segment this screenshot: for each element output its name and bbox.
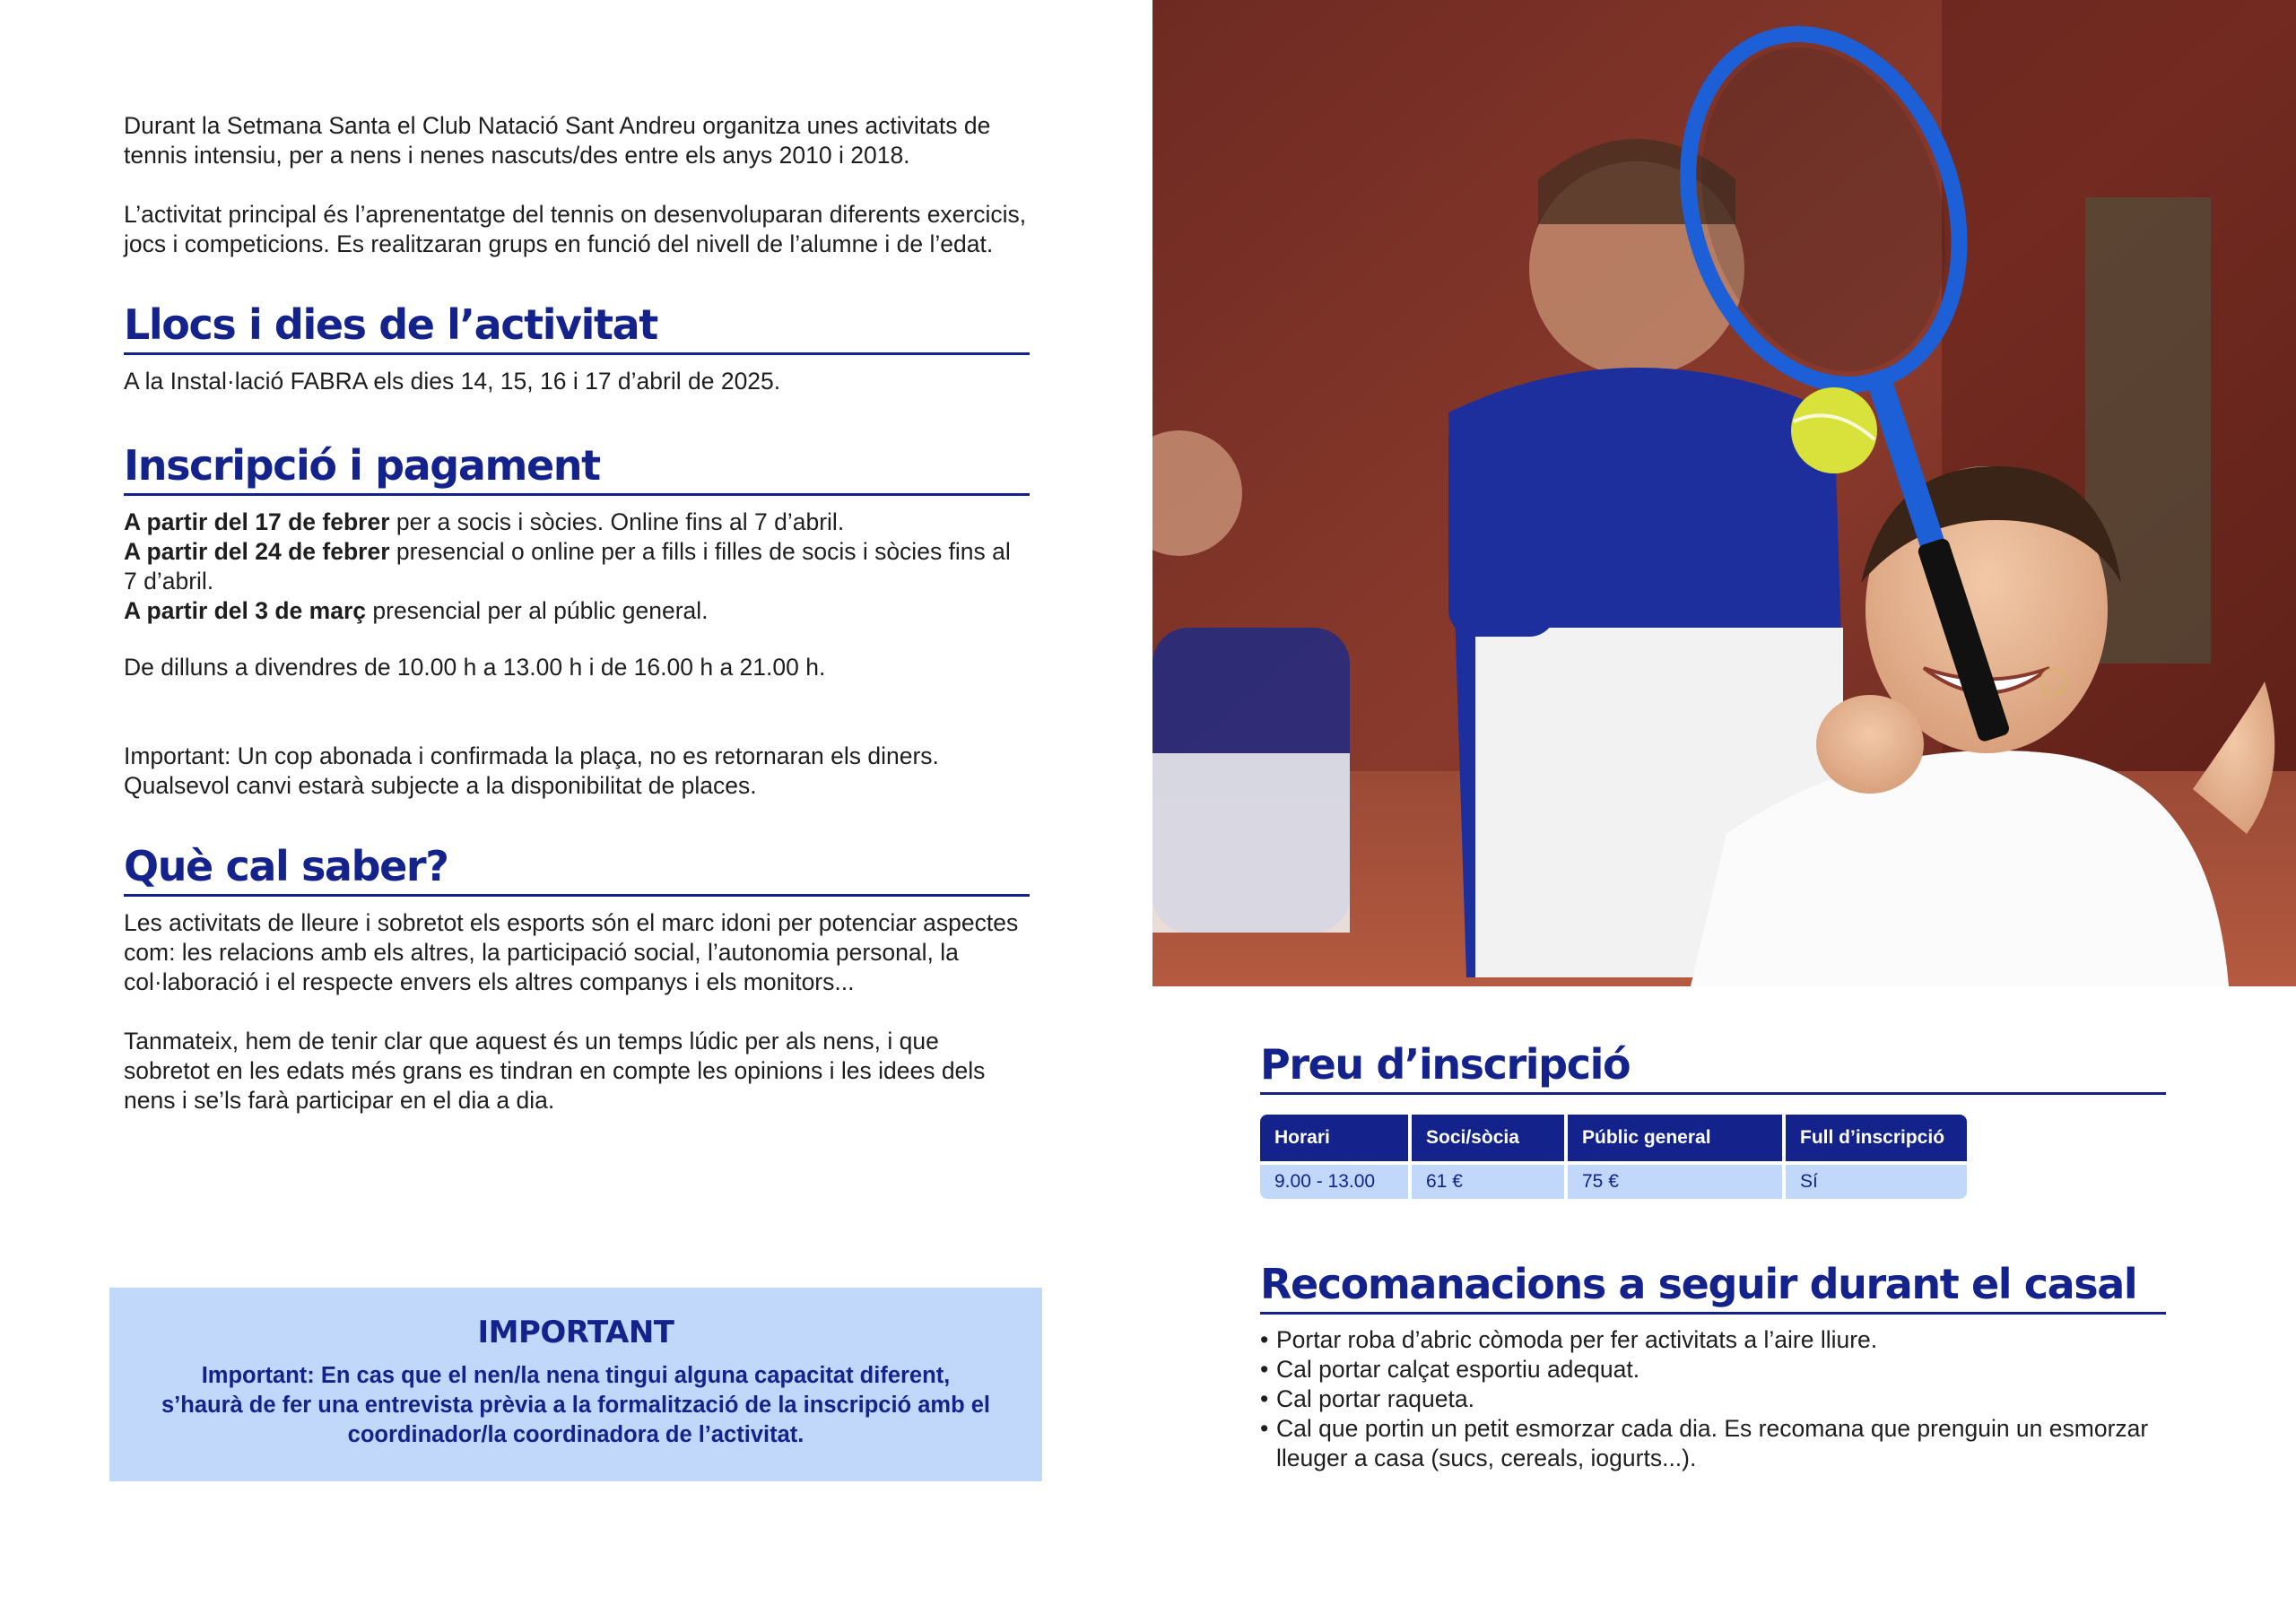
left-column bbox=[124, 111, 1030, 1115]
price-table bbox=[1257, 1115, 1970, 1199]
tennis-photo bbox=[1152, 0, 2296, 986]
refund-note: Important: Un cop abonada i confirmada la plaça, no es retornaran els diners. Qualsevol canvi estarà subjecte a la disponibilitat de places. bbox=[124, 742, 939, 799]
col-public: Públic general bbox=[1568, 1115, 1782, 1161]
cell-horari: 9.00 - 13.00 bbox=[1260, 1161, 1408, 1199]
recommendations-list bbox=[1260, 1325, 2166, 1473]
line-2-rest: presencial o online per a fills i filles de socis i sòcies fins al 7 d’abril. bbox=[124, 538, 1011, 595]
important-callout bbox=[109, 1288, 1042, 1481]
date-bold-1: A partir del 17 de febrer bbox=[124, 508, 390, 535]
cell-full: Sí bbox=[1786, 1161, 1967, 1199]
important-title: IMPORTANT bbox=[477, 1315, 674, 1350]
col-full: Full d’inscripció bbox=[1786, 1115, 1967, 1161]
section-heading-saber: Què cal saber? bbox=[124, 842, 1030, 897]
hours-text: De dilluns a divendres de 10.00 h a 13.00 h i de 16.00 h a 21.00 h. bbox=[124, 654, 826, 681]
date-bold-2: A partir del 24 de febrer bbox=[124, 538, 390, 565]
inscripcio-line-1 bbox=[124, 508, 1030, 537]
list-item: • Portar roba d’abric còmoda per fer activitats a l’aire lliure. bbox=[1260, 1325, 2166, 1355]
intro-paragraph-1: Durant la Setmana Santa el Club Natació Sant Andreu organitza unes activitats de tennis intensiu, per a nens i nenes nascuts/des entre els anys 2010 i 2018. bbox=[124, 112, 991, 169]
list-item: • Cal portar calçat esportiu adequat. bbox=[1260, 1355, 2166, 1384]
saber-paragraph-1: Les activitats de lleure i sobretot els esports són el marc idoni per potenciar aspectes com: les relacions amb els altres, la participació social, l’autonomia personal, la col·laboració i el respecte envers els altres companys i els monitors... bbox=[124, 909, 1019, 995]
table-row bbox=[1260, 1161, 1967, 1199]
price-table-header bbox=[1260, 1115, 1967, 1161]
section-heading-preu: Preu d’inscripció bbox=[1260, 1040, 2166, 1095]
date-bold-3: A partir del 3 de març bbox=[124, 597, 367, 624]
col-horari: Horari bbox=[1260, 1115, 1408, 1161]
section-heading-recs: Recomanacions a seguir durant el casal bbox=[1260, 1260, 2166, 1315]
intro-paragraph-2: L’activitat principal és l’aprenentatge del tennis on desenvoluparan diferents exercicis, jocs i competicions. Es realitzaran grups en funció del nivell de l’alumne i de l’edat. bbox=[124, 201, 1027, 257]
cell-soci: 61 € bbox=[1412, 1161, 1564, 1199]
important-text: Important: En cas que el nen/la nena tingui alguna capacitat diferent, s’haurà de fer una entrevista prèvia a la formalització de la inscripció amb el coordinador/la coordinadora de l’activitat. bbox=[161, 1363, 990, 1447]
inscripcio-line-2 bbox=[124, 537, 1030, 596]
col-soci: Soci/sòcia bbox=[1412, 1115, 1564, 1161]
price-section bbox=[1260, 1040, 2166, 1199]
list-item: • Cal portar raqueta. bbox=[1260, 1384, 2166, 1414]
section-heading-llocs: Llocs i dies de l’activitat bbox=[124, 300, 1030, 355]
recommendations-section bbox=[1260, 1260, 2166, 1473]
llocs-text: A la Instal·lació FABRA els dies 14, 15, 16 i 17 d’abril de 2025. bbox=[124, 368, 781, 395]
cell-public: 75 € bbox=[1568, 1161, 1782, 1199]
list-item: • Cal que portin un petit esmorzar cada dia. Es recomana que prenguin un esmorzar lleuger a casa (sucs, cereals, iogurts...). bbox=[1260, 1414, 2166, 1473]
line-1-rest: per a socis i sòcies. Online fins al 7 d’abril. bbox=[389, 508, 845, 535]
section-heading-inscripcio: Inscripció i pagament bbox=[124, 441, 1030, 496]
inscripcio-line-3 bbox=[124, 596, 1030, 626]
saber-paragraph-2: Tanmateix, hem de tenir clar que aquest és un temps lúdic per als nens, i que sobretot en les edats més grans es tindran en compte les opinions i les idees dels nens i se’ls farà participar en el dia a dia. bbox=[124, 1028, 986, 1114]
line-3-rest: presencial per al públic general. bbox=[366, 597, 709, 624]
